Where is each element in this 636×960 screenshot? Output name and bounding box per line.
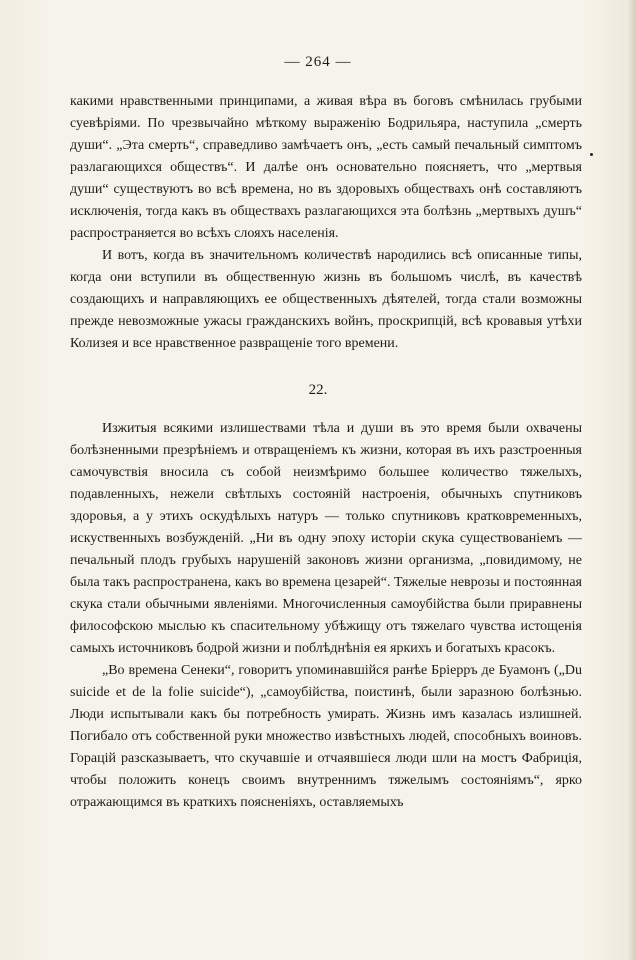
paragraph: „Во времена Сенеки“, говоритъ упоминавшійся ранѣе Бріерръ де Буамонъ („Du suicide et de la folie suicide“), „самоубійства, поистинѣ, были заразною болѣзнью. Люди испытывали какъ бы потребность умирать. Жизнь имъ казалась излишней. Погибало отъ собственной руки множество извѣстныхъ людей, способныхъ воиновъ. Горацій разсказываетъ, что скучавшіе и отчаявшіеся люди шли на мостъ Фабриція, чтобы положить конецъ своимъ внутреннимъ тяжелымъ состояніямъ“, ярко отражающимся въ краткихъ поясненіяхъ, оставляемыхъ (70, 663, 582, 810)
paragraph: какими нравственными принципами, а живая вѣра въ боговъ смѣнилась грубыми суевѣріями. По чрезвычайно мѣткому выраженію Бодрильяра, наступила „смерть души“. „Эта смерть“, справедливо замѣчаетъ онъ, „есть самый печальный симптомъ разлагающихся обществъ“. И далѣе онъ основательно поясняетъ, что „мертвыя души“ существуютъ во всѣ времена, но въ здоровыхъ обществахъ онѣ составляютъ исключенія, тогда какъ въ обществахъ разлагающихся эта болѣзнь „мертвыхъ душъ“ распространяется во всѣхъ слояхъ населенія. (70, 94, 582, 241)
text-block-bottom (70, 418, 582, 814)
paragraph: И вотъ, когда въ значительномъ количествѣ народились всѣ описанные типы, когда они вступили въ общественную жизнь въ большомъ числѣ, въ качествѣ создающихъ и направляющихъ ее общественныхъ дѣятелей, тогда стали возможны прежде невозможные ужасы гражданскихъ войнъ, проскрипцій, всѣ кровавыя утѣхи Колизея и все нравственное развращеніе того времени. (70, 248, 582, 351)
text-block-top (70, 91, 582, 355)
page-edge-shadow (628, 0, 636, 960)
section-number: 22. (308, 382, 328, 398)
page-number: — 264 — (284, 54, 352, 70)
ink-mark (590, 153, 593, 156)
paragraph: Изжитыя всякими излишествами тѣла и души въ это время были охвачены болѣзненными презрѣніемъ и отвращеніемъ къ жизни, которая въ ихъ разстроенныя самочувствія вносила съ собой неизмѣримо большее количество тяжелыхъ, подавленныхъ, нежели свѣтлыхъ состояній настроенія, обычныхъ спутниковъ здоровья, а у этихъ оскудѣлыхъ натуръ — только спутниковъ кратковременныхъ, искуственныхъ возбужденій. „Ни въ одну эпоху исторіи скука существованіемъ — печальный плодъ грубыхъ нарушеній законовъ жизни организма, „повидимому, не была такъ распространена, какъ во времена цезарей“. Тяжелые неврозы и постоянная скука стали обычными явленіями. Многочисленныя самоубійства были приравнены философскою мыслью къ спасительному убѣжищу отъ тяжелаго чувства истощенія самыхъ источниковъ бодрой жизни и поблѣднѣнія ея яркихъ и богатыхъ красокъ. (70, 421, 582, 656)
